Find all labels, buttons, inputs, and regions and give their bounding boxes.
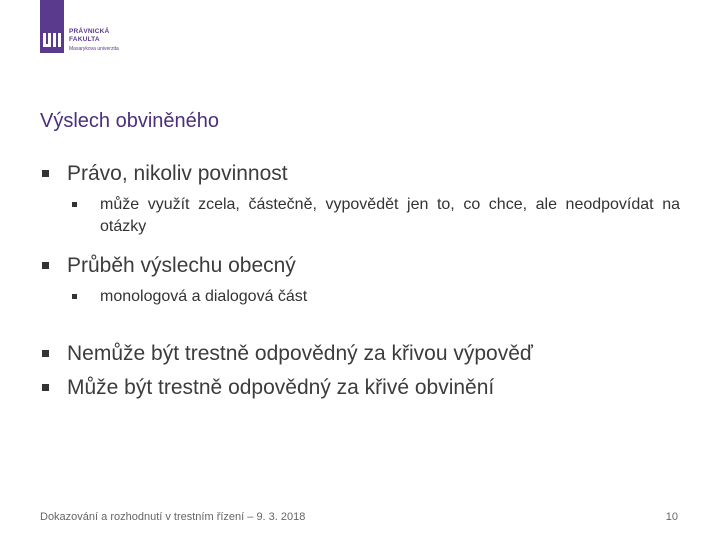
- slide-content: [40, 160, 680, 402]
- square-bullet-icon: [42, 384, 49, 391]
- logo-line-2: FAKULTA: [69, 36, 100, 43]
- sub-bullet-item: [40, 286, 680, 308]
- page-number: 10: [665, 511, 678, 523]
- square-bullet-icon: [42, 262, 49, 269]
- bullet-text: Může být trestně odpovědný za křivé obvinění: [67, 376, 495, 399]
- logo-mark-icon: [43, 33, 61, 47]
- logo-emblem: [40, 0, 64, 53]
- bullet-item: [40, 160, 680, 188]
- bullet-text: Průběh výslechu obecný: [67, 254, 296, 277]
- square-bullet-icon: [72, 202, 77, 207]
- bullet-item: [40, 252, 680, 280]
- slide-title: Výslech obviněného: [40, 110, 220, 132]
- logo-text: [69, 28, 119, 53]
- logo-subtitle: Masarykova univerzita: [69, 46, 119, 52]
- bullet-item: [40, 374, 680, 402]
- square-bullet-icon: [42, 350, 49, 357]
- bullet-text: Právo, nikoliv povinnost: [67, 162, 288, 185]
- square-bullet-icon: [42, 170, 49, 177]
- sub-bullet-text: může využít zcela, částečně, vypovědět jen to, co chce, ale neodpovídat na otázky: [100, 196, 680, 235]
- sub-bullet-item: [40, 194, 680, 238]
- bullet-item: [40, 340, 680, 368]
- bullet-text: Nemůže být trestně odpovědný za křivou výpověď: [67, 342, 533, 365]
- footer-text: Dokazování a rozhodnutí v trestním řízení – 9. 3. 2018: [40, 511, 306, 523]
- square-bullet-icon: [72, 294, 77, 299]
- sub-bullet-text: monologová a dialogová část: [100, 288, 308, 305]
- logo-line-1: PRÁVNICKÁ: [69, 28, 110, 35]
- faculty-logo: [40, 0, 119, 58]
